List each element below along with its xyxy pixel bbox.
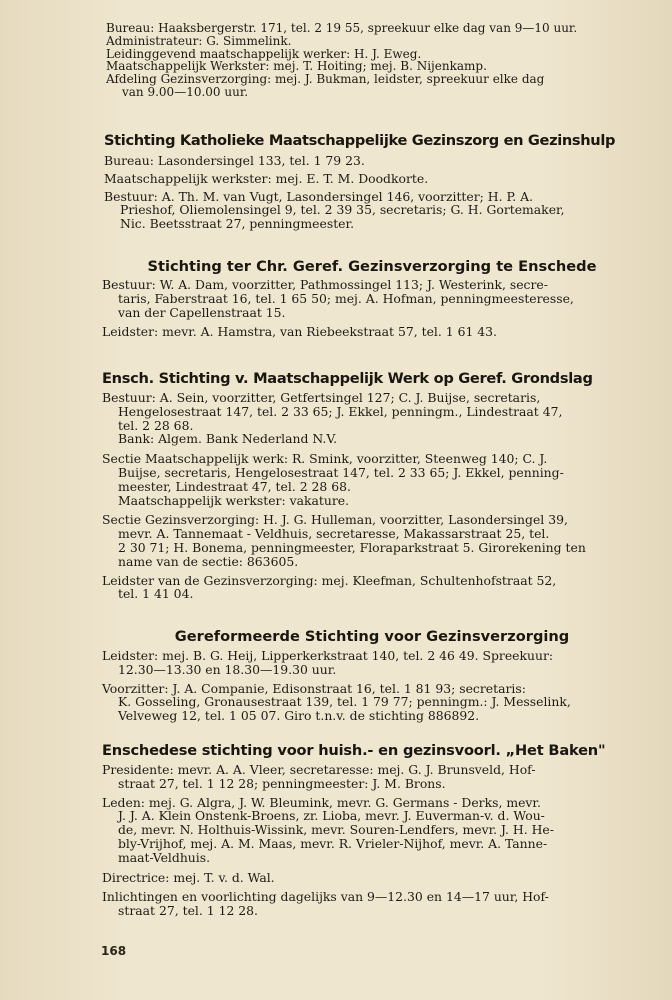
section-ensch-stichting xyxy=(102,370,642,601)
entry-line: Voorzitter: J. A. Companie, Edisonstraat 16, tel. 1 81 93; secretaris: xyxy=(102,680,526,696)
entry-line: meester, Lindestraat 47, tel. 2 28 68. xyxy=(118,478,351,494)
entry-line: Bank: Algem. Bank Nederland N.V. xyxy=(118,431,338,447)
entry-leidster xyxy=(102,649,642,677)
entry-bestuur xyxy=(104,190,644,231)
entry-line: Sectie Gezinsverzorging: H. J. G. Hulleman, voorzitter, Lasondersingel 39, xyxy=(102,512,568,528)
entry-line: Leidster van de Gezinsverzorging: mej. Kleefman, Schultenhofstraat 52, xyxy=(102,572,557,588)
section-chr-geref xyxy=(102,258,642,339)
entry-bureau xyxy=(104,154,644,168)
entry-sectie-mw xyxy=(102,452,642,493)
entry-werkster xyxy=(104,172,644,186)
section-heading: Stichting ter Chr. Geref. Gezinsverzorging te Enschede xyxy=(147,258,597,275)
intro-line: Leidinggevend maatschappelijk werker: H. J. Eweg. xyxy=(106,46,422,61)
intro-line: Bureau: Haaksbergerstr. 171, tel. 2 19 55, spreekuur elke dag van 9—10 uur. xyxy=(106,21,578,35)
entry-line: Leidster: mej. B. G. Heij, Lipperkerkstraat 140, tel. 2 46 49. Spreekuur: xyxy=(102,648,554,663)
entry-line: Hengelosestraat 147, tel. 2 33 65; J. Ekkel, penningm., Lindestraat 47, xyxy=(118,403,563,419)
entry-line: mevr. A. Tannemaat - Veldhuis, secretaresse, Makassarstraat 25, tel. xyxy=(118,526,550,542)
section-katholieke xyxy=(104,132,644,231)
entry-voorzitter xyxy=(102,682,642,723)
entry-line: Bestuur: W. A. Dam, voorzitter, Pathmossingel 113; J. Westerink, secre- xyxy=(102,277,548,292)
entry-leidster xyxy=(102,325,642,339)
entry-line: Nic. Beetsstraat 27, penningmeester. xyxy=(120,216,355,232)
intro-line: Administrateur: G. Simmelink. xyxy=(106,33,292,48)
entry-bestuur xyxy=(102,391,642,432)
entry-line: Presidente: mevr. A. A. Vleer, secretaresse: mej. G. J. Brunsveld, Hof- xyxy=(102,762,536,777)
entry-line: straat 27, tel. 1 12 28. xyxy=(118,903,258,919)
entry-line: maat-Veldhuis. xyxy=(118,849,211,865)
entry-line: Buijse, secretaris, Hengelosestraat 147, tel. 2 33 65; J. Ekkel, penning- xyxy=(118,464,564,480)
entry-line: 2 30 71; H. Bonema, penningmeester, Floraparkstraat 5. Girorekening ten xyxy=(118,539,586,555)
entry-line: name van de sectie: 863605. xyxy=(118,553,299,569)
intro-line: Maatschappelijk Werkster: mej. T. Hoiting; mej. B. Nijenkamp. xyxy=(106,59,487,74)
entry-line: Bestuur: A. Sein, voorzitter, Getfertsingel 127; C. J. Buijse, secretaris, xyxy=(102,390,541,405)
entry-inlichtingen xyxy=(102,890,642,918)
entry-leden xyxy=(102,796,642,865)
entry-line: Leden: mej. G. Algra, J. W. Bleumink, mevr. G. Germans - Derks, mevr. xyxy=(102,794,541,810)
entry-line: Maatschappelijk werkster: mej. E. T. M. Doodkorte. xyxy=(104,170,429,186)
entry-line: tel. 1 41 04. xyxy=(118,586,194,602)
intro-line: Afdeling Gezinsverzorging: mej. J. Bukman, leidster, spreekuur elke dag xyxy=(106,72,545,87)
section-het-baken xyxy=(102,742,642,918)
entry-line: Bureau: Lasondersingel 133, tel. 1 79 23. xyxy=(104,153,365,168)
entry-line: bly-Vrijhof, mej. A. M. Maas, mevr. R. Vrieler-Nijhof, mevr. A. Tanne- xyxy=(118,835,548,851)
entry-line: K. Gosseling, Gronausestraat 139, tel. 1 79 77; penningm.: J. Messelink, xyxy=(118,694,571,710)
intro-block xyxy=(106,22,644,99)
entry-line: Directrice: mej. T. v. d. Wal. xyxy=(102,869,275,885)
entry-presidente xyxy=(102,763,642,791)
entry-line: Prieshof, Oliemolensingel 9, tel. 2 39 35, secretaris; G. H. Gortemaker, xyxy=(120,202,565,218)
section-gereformeerde xyxy=(102,628,642,723)
entry-sectie-gv xyxy=(102,513,642,568)
entry-bank xyxy=(102,432,642,446)
entry-line: Leidster: mevr. A. Hamstra, van Riebeekstraat 57, tel. 1 61 43. xyxy=(102,324,497,340)
entry-line: van der Capellenstraat 15. xyxy=(118,304,286,320)
entry-line: tel. 2 28 68. xyxy=(118,417,194,433)
page-number: 168 xyxy=(101,944,127,958)
entry-line: J. J. A. Klein Onstenk-Broens, zr. Lioba, mevr. J. Euverman-v. d. Wou- xyxy=(118,808,545,824)
intro-line: van 9.00—10.00 uur. xyxy=(122,84,249,99)
entry-line: straat 27, tel. 1 12 28; penningmeester: J. M. Brons. xyxy=(118,775,446,791)
entry-line: de, mevr. N. Holthuis-Wissink, mevr. Souren-Lendfers, mevr. J. H. He- xyxy=(118,822,554,838)
entry-directrice xyxy=(102,871,642,885)
entry-line: Inlichtingen en voorlichting dagelijks van 9—12.30 en 14—17 uur, Hof- xyxy=(102,889,549,905)
entry-mw-werkster xyxy=(102,494,642,508)
entry-line: Sectie Maatschappelijk werk: R. Smink, voorzitter, Steenweg 140; C. J. xyxy=(102,451,548,467)
entry-leidster-gv xyxy=(102,574,642,602)
section-heading: Ensch. Stichting v. Maatschappelijk Werk op Geref. Grondslag xyxy=(102,370,593,387)
entry-line: Maatschappelijk werkster: vakature. xyxy=(118,492,350,508)
section-heading: Stichting Katholieke Maatschappelijke Gezinszorg en Gezinshulp xyxy=(104,132,616,149)
section-heading: Gereformeerde Stichting voor Gezinsverzorging xyxy=(174,628,570,645)
entry-bestuur xyxy=(102,278,642,319)
entry-line: Bestuur: A. Th. M. van Vugt, Lasondersingel 146, voorzitter; H. P. A. xyxy=(104,188,534,204)
entry-line: 12.30—13.30 en 18.30—19.30 uur. xyxy=(118,661,337,677)
section-heading: Enschedese stichting voor huish.- en gezinsvoorl. „Het Baken" xyxy=(102,742,606,759)
entry-line: Velveweg 12, tel. 1 05 07. Giro t.n.v. de stichting 886892. xyxy=(118,708,480,724)
entry-line: taris, Faberstraat 16, tel. 1 65 50; mej. A. Hofman, penningmeesteresse, xyxy=(118,290,574,306)
